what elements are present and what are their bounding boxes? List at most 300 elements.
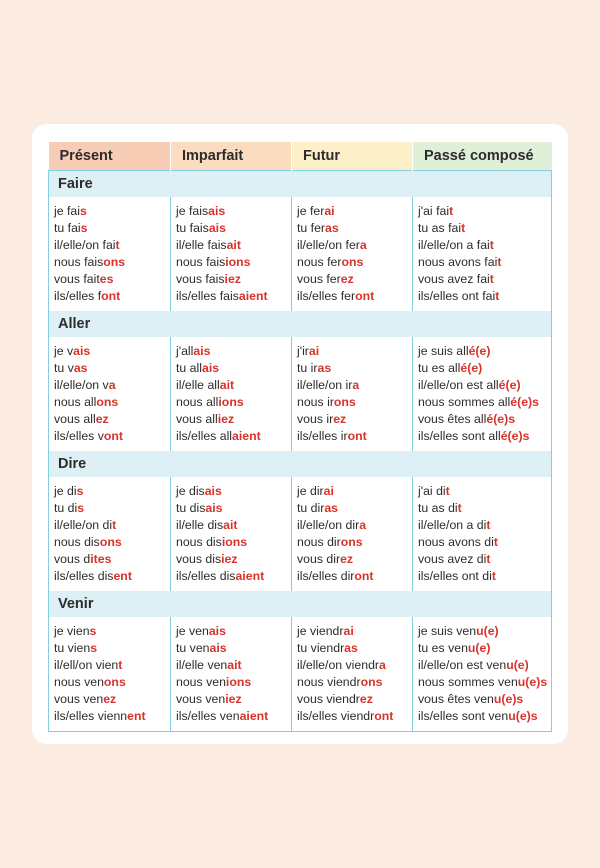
ending: t (489, 238, 494, 252)
conjugation-line (54, 377, 170, 394)
ending: ais (205, 501, 223, 515)
conjugation-line (54, 428, 170, 445)
ending: ont (101, 289, 121, 303)
stem: ils/elles dir (297, 569, 355, 583)
stem: nous fer (297, 255, 342, 269)
conjugation-line (54, 551, 170, 568)
conjugation-line (176, 691, 291, 708)
stem: il/elle/on est ven (418, 658, 507, 672)
verb-name: Aller (49, 311, 552, 337)
conjugation-line (297, 237, 412, 254)
header-imparfait: Imparfait (171, 142, 292, 171)
ending: t (497, 255, 502, 269)
conjugation-line (297, 517, 412, 534)
ending: ont (347, 429, 367, 443)
conjugation-line (176, 394, 291, 411)
stem: il/ell/on vien (54, 658, 119, 672)
stem: j'all (176, 344, 194, 358)
conjugation-line (297, 691, 412, 708)
ending: t (457, 501, 462, 515)
verb-row-venir (49, 591, 552, 617)
ending: ais (208, 624, 226, 638)
ending: iez (221, 552, 238, 566)
conjugation-line (54, 271, 170, 288)
stem: nous viendr (297, 675, 361, 689)
stem: vous dir (297, 552, 341, 566)
stem: vous ven (54, 692, 104, 706)
ending: ais (201, 361, 220, 375)
stem: je suis all (418, 344, 469, 358)
conjugation-line (418, 483, 551, 500)
stem: ils/elles ont fai (418, 289, 496, 303)
stem: nous dis (176, 535, 222, 549)
ending: as (344, 641, 358, 655)
conjugation-line (418, 708, 551, 725)
stem: il/elle/on di (54, 518, 113, 532)
conjugation-line (54, 343, 170, 360)
forms-row-venir (49, 617, 552, 732)
stem: il/elle/on est all (418, 378, 499, 392)
ending: aient (238, 289, 268, 303)
tense-cell-futur (292, 477, 413, 591)
ending: t (445, 484, 450, 498)
ending: ai (343, 624, 354, 638)
conjugation-line (176, 674, 291, 691)
ending: ons (99, 535, 122, 549)
conjugation-line (176, 483, 291, 500)
stem: il/elle/on a di (418, 518, 487, 532)
conjugation-line (418, 288, 551, 305)
stem: j'ai fai (418, 204, 450, 218)
conjugation-line (297, 640, 412, 657)
conjugation-line (176, 360, 291, 377)
forms-row-faire (49, 197, 552, 311)
stem: j'ai di (418, 484, 446, 498)
ending: ais (208, 221, 226, 235)
stem: vous êtes ven (418, 692, 494, 706)
ending: u(e)s (508, 709, 538, 723)
stem: tu fai (54, 221, 81, 235)
conjugation-line (297, 343, 412, 360)
ending: s (77, 501, 85, 515)
stem: vous all (176, 412, 218, 426)
conjugation-line (54, 360, 170, 377)
ending: ais (73, 344, 91, 358)
ending: ions (225, 675, 252, 689)
conjugation-line (297, 500, 412, 517)
ending: ai (323, 484, 334, 498)
stem: je vien (54, 624, 90, 638)
ending: a (359, 518, 367, 532)
forms-row-aller (49, 337, 552, 451)
ending: t (449, 204, 454, 218)
conjugation-line (418, 220, 551, 237)
ending: ais (208, 204, 226, 218)
conjugation-line (54, 288, 170, 305)
ending: ai (308, 344, 320, 358)
header-row (49, 142, 552, 171)
conjugation-line (297, 657, 412, 674)
stem: ils/elles dis (176, 569, 236, 583)
stem: vous fait (54, 272, 100, 286)
ending: ons (341, 255, 364, 269)
conjugation-line (297, 254, 412, 271)
tense-cell-futur (292, 617, 413, 732)
ending: ais (204, 484, 222, 498)
stem: il/elle all (176, 378, 220, 392)
stem: tu dir (297, 501, 325, 515)
stem: tu viendr (297, 641, 345, 655)
conjugation-line (176, 428, 291, 445)
ending: ont (103, 429, 124, 443)
stem: vous all (54, 412, 96, 426)
header-present: Présent (49, 142, 171, 171)
ending: t (115, 238, 120, 252)
ending: ez (359, 692, 373, 706)
conjugation-line (418, 517, 551, 534)
conjugation-line (54, 394, 170, 411)
tense-cell-imparfait (171, 477, 292, 591)
conjugation-line (418, 343, 551, 360)
stem: ils/elles dis (54, 569, 114, 583)
ending: as (324, 501, 339, 515)
stem: tu ir (297, 361, 318, 375)
conjugation-line (418, 428, 551, 445)
stem: nous dis (54, 535, 100, 549)
conjugation-line (54, 691, 170, 708)
conjugation-line (418, 377, 551, 394)
forms-row-dire (49, 477, 552, 591)
conjugation-line (418, 237, 551, 254)
conjugation-line (297, 220, 412, 237)
stem: je ven (176, 624, 209, 638)
conjugation-line (176, 500, 291, 517)
ending: iez (225, 692, 242, 706)
conjugation-line (54, 568, 170, 585)
stem: tu vien (54, 641, 91, 655)
conjugation-line (176, 254, 291, 271)
ending: ait (219, 378, 235, 392)
stem: vous ven (176, 692, 226, 706)
tense-cell-present (49, 477, 171, 591)
conjugation-line (418, 551, 551, 568)
conjugation-line (54, 500, 170, 517)
stem: il/elle/on fer (297, 238, 360, 252)
stem: il/elle fais (176, 238, 227, 252)
stem: je v (54, 344, 74, 358)
conjugation-line (54, 220, 170, 237)
tense-cell-passe-compose (413, 477, 552, 591)
conjugation-line (54, 708, 170, 725)
ending: u(e)s (517, 675, 548, 689)
ending: a (379, 658, 386, 672)
conjugation-line (297, 551, 412, 568)
ending: iez (224, 272, 241, 286)
stem: vous avez di (418, 552, 487, 566)
stem: ils/elles ven (176, 709, 240, 723)
stem: je dir (297, 484, 324, 498)
conjugation-line (297, 534, 412, 551)
conjugation-line (54, 657, 170, 674)
conjugation-line (418, 640, 551, 657)
conjugation-line (54, 254, 170, 271)
tense-cell-imparfait (171, 337, 292, 451)
conjugation-line (54, 411, 170, 428)
conjugation-line (54, 534, 170, 551)
conjugation-line (54, 203, 170, 220)
conjugation-line (176, 288, 291, 305)
stem: ils/elles fer (297, 289, 356, 303)
ending: ais (209, 641, 227, 655)
conjugation-line (176, 237, 291, 254)
stem: ils/elles all (176, 429, 233, 443)
stem: j'ir (297, 344, 309, 358)
conjugation-line (418, 500, 551, 517)
stem: je suis ven (418, 624, 477, 638)
stem: nous all (54, 395, 97, 409)
conjugation-line (297, 394, 412, 411)
ending: u(e) (467, 641, 491, 655)
conjugation-line (176, 411, 291, 428)
ending: ons (360, 675, 383, 689)
ending: ais (193, 344, 211, 358)
stem: tu fer (297, 221, 326, 235)
conjugation-line (418, 271, 551, 288)
conjugation-line (176, 343, 291, 360)
verb-name: Venir (49, 591, 552, 617)
ending: u(e) (476, 624, 499, 638)
ending: a (108, 378, 116, 392)
stem: vous fer (297, 272, 341, 286)
ending: ont (355, 289, 375, 303)
tense-cell-present (49, 337, 171, 451)
stem: nous avons di (418, 535, 494, 549)
conjugation-line (297, 360, 412, 377)
verb-row-faire (49, 171, 552, 198)
stem: tu di (54, 501, 78, 515)
ending: ions (221, 535, 248, 549)
conjugation-line (297, 674, 412, 691)
ending: s (89, 624, 97, 638)
conjugation-line (176, 220, 291, 237)
ending: as (73, 361, 88, 375)
conjugation-line (418, 657, 551, 674)
conjugation-line (54, 517, 170, 534)
tense-cell-futur (292, 337, 413, 451)
stem: je fais (176, 204, 209, 218)
ending: é(e)s (500, 429, 530, 443)
ending: t (495, 289, 500, 303)
conjugation-line (418, 254, 551, 271)
ending: aient (239, 709, 269, 723)
stem: tu ven (176, 641, 210, 655)
ending: t (489, 272, 494, 286)
conjugation-line (176, 271, 291, 288)
conjugation-line (176, 551, 291, 568)
ending: ons (103, 675, 126, 689)
ending: iez (217, 412, 235, 426)
stem: il/elle/on v (54, 378, 109, 392)
ending: ait (227, 658, 242, 672)
ending: s (79, 204, 87, 218)
stem: je dis (176, 484, 205, 498)
stem: ils/elles fais (176, 289, 239, 303)
conjugation-line (176, 534, 291, 551)
stem: je viendr (297, 624, 344, 638)
stem: nous avons fai (418, 255, 498, 269)
ending: es (99, 272, 114, 286)
conjugation-line (297, 568, 412, 585)
ending: ez (340, 272, 354, 286)
tense-cell-present (49, 197, 171, 311)
conjugation-line (54, 640, 170, 657)
stem: nous ven (54, 675, 104, 689)
conjugation-line (54, 237, 170, 254)
conjugation-table (48, 142, 552, 732)
conjugation-line (176, 708, 291, 725)
ending: t (112, 518, 117, 532)
conjugation-line (297, 428, 412, 445)
header-futur: Futur (292, 142, 413, 171)
conjugation-line (297, 708, 412, 725)
conjugation-line (176, 517, 291, 534)
conjugation-line (297, 483, 412, 500)
tense-cell-passe-compose (413, 337, 552, 451)
stem: ils/elles f (54, 289, 102, 303)
stem: je di (54, 484, 77, 498)
stem: ils/elles sont ven (418, 709, 509, 723)
stem: il/elle/on a fai (418, 238, 490, 252)
stem: nous dir (297, 535, 341, 549)
ending: u(e)s (493, 692, 524, 706)
ending: ez (95, 412, 109, 426)
ending: ons (96, 395, 119, 409)
ending: t (486, 552, 491, 566)
ending: ions (225, 255, 251, 269)
ending: ent (113, 569, 132, 583)
ending: ait (226, 238, 241, 252)
verb-name: Faire (49, 171, 552, 198)
stem: nous sommes all (418, 395, 511, 409)
stem: tu dis (176, 501, 206, 515)
ending: ent (127, 709, 146, 723)
ending: ites (90, 552, 112, 566)
conjugation-line (297, 288, 412, 305)
stem: nous ir (297, 395, 334, 409)
stem: vous viendr (297, 692, 360, 706)
stem: il/elle/on fai (54, 238, 116, 252)
stem: tu es all (418, 361, 461, 375)
ending: a (359, 238, 367, 252)
conjugation-line (176, 623, 291, 640)
header-passe-compose: Passé composé (413, 142, 552, 171)
tense-cell-futur (292, 197, 413, 311)
ending: s (90, 641, 98, 655)
stem: tu v (54, 361, 74, 375)
stem: vous fais (176, 272, 225, 286)
stem: tu all (176, 361, 202, 375)
ending: a (352, 378, 360, 392)
conjugation-line (418, 360, 551, 377)
stem: ils/elles ont di (418, 569, 492, 583)
stem: il/elle/on ir (297, 378, 353, 392)
stem: nous sommes ven (418, 675, 518, 689)
verb-row-dire (49, 451, 552, 477)
ending: t (461, 221, 466, 235)
stem: vous ir (297, 412, 334, 426)
ending: as (325, 221, 339, 235)
conjugation-line (418, 568, 551, 585)
ending: ai (324, 204, 335, 218)
ending: t (118, 658, 123, 672)
conjugation-line (176, 377, 291, 394)
conjugation-line (418, 203, 551, 220)
ending: é(e)s (486, 412, 516, 426)
stem: vous êtes all (418, 412, 487, 426)
conjugation-line (418, 394, 551, 411)
stem: tu as fai (418, 221, 462, 235)
ending: ez (103, 692, 117, 706)
stem: ils/elles viendr (297, 709, 375, 723)
conjugation-line (54, 674, 170, 691)
ending: aient (235, 569, 265, 583)
conjugation-line (418, 411, 551, 428)
stem: ils/elles vienn (54, 709, 128, 723)
ending: u(e) (506, 658, 529, 672)
ending: s (76, 484, 84, 498)
verb-row-aller (49, 311, 552, 337)
tense-cell-passe-compose (413, 617, 552, 732)
ending: ont (354, 569, 374, 583)
ending: ait (223, 518, 238, 532)
ending: ez (333, 412, 347, 426)
stem: nous fais (176, 255, 226, 269)
stem: tu es ven (418, 641, 468, 655)
conjugation-line (176, 203, 291, 220)
conjugation-line (418, 623, 551, 640)
stem: il/elle ven (176, 658, 228, 672)
stem: il/elle/on viendr (297, 658, 380, 672)
table-body (49, 171, 552, 732)
stem: nous ven (176, 675, 226, 689)
ending: ons (333, 395, 356, 409)
stem: ils/elles ir (297, 429, 348, 443)
stem: je fai (54, 204, 80, 218)
conjugation-line (297, 623, 412, 640)
stem: je fer (297, 204, 325, 218)
conjugation-line (54, 483, 170, 500)
ending: aient (232, 429, 261, 443)
stem: il/elle dis (176, 518, 224, 532)
ending: ions (218, 395, 244, 409)
ending: ont (374, 709, 394, 723)
ending: t (493, 535, 498, 549)
conjugation-line (176, 568, 291, 585)
ending: ons (103, 255, 126, 269)
stem: nous all (176, 395, 219, 409)
ending: é(e) (460, 361, 483, 375)
stem: vous d (54, 552, 91, 566)
conjugation-line (418, 691, 551, 708)
ending: t (486, 518, 491, 532)
conjugation-line (176, 640, 291, 657)
tense-cell-imparfait (171, 617, 292, 732)
verb-name: Dire (49, 451, 552, 477)
stem: tu as di (418, 501, 458, 515)
ending: as (317, 361, 332, 375)
tense-cell-imparfait (171, 197, 292, 311)
stem: il/elle/on dir (297, 518, 360, 532)
